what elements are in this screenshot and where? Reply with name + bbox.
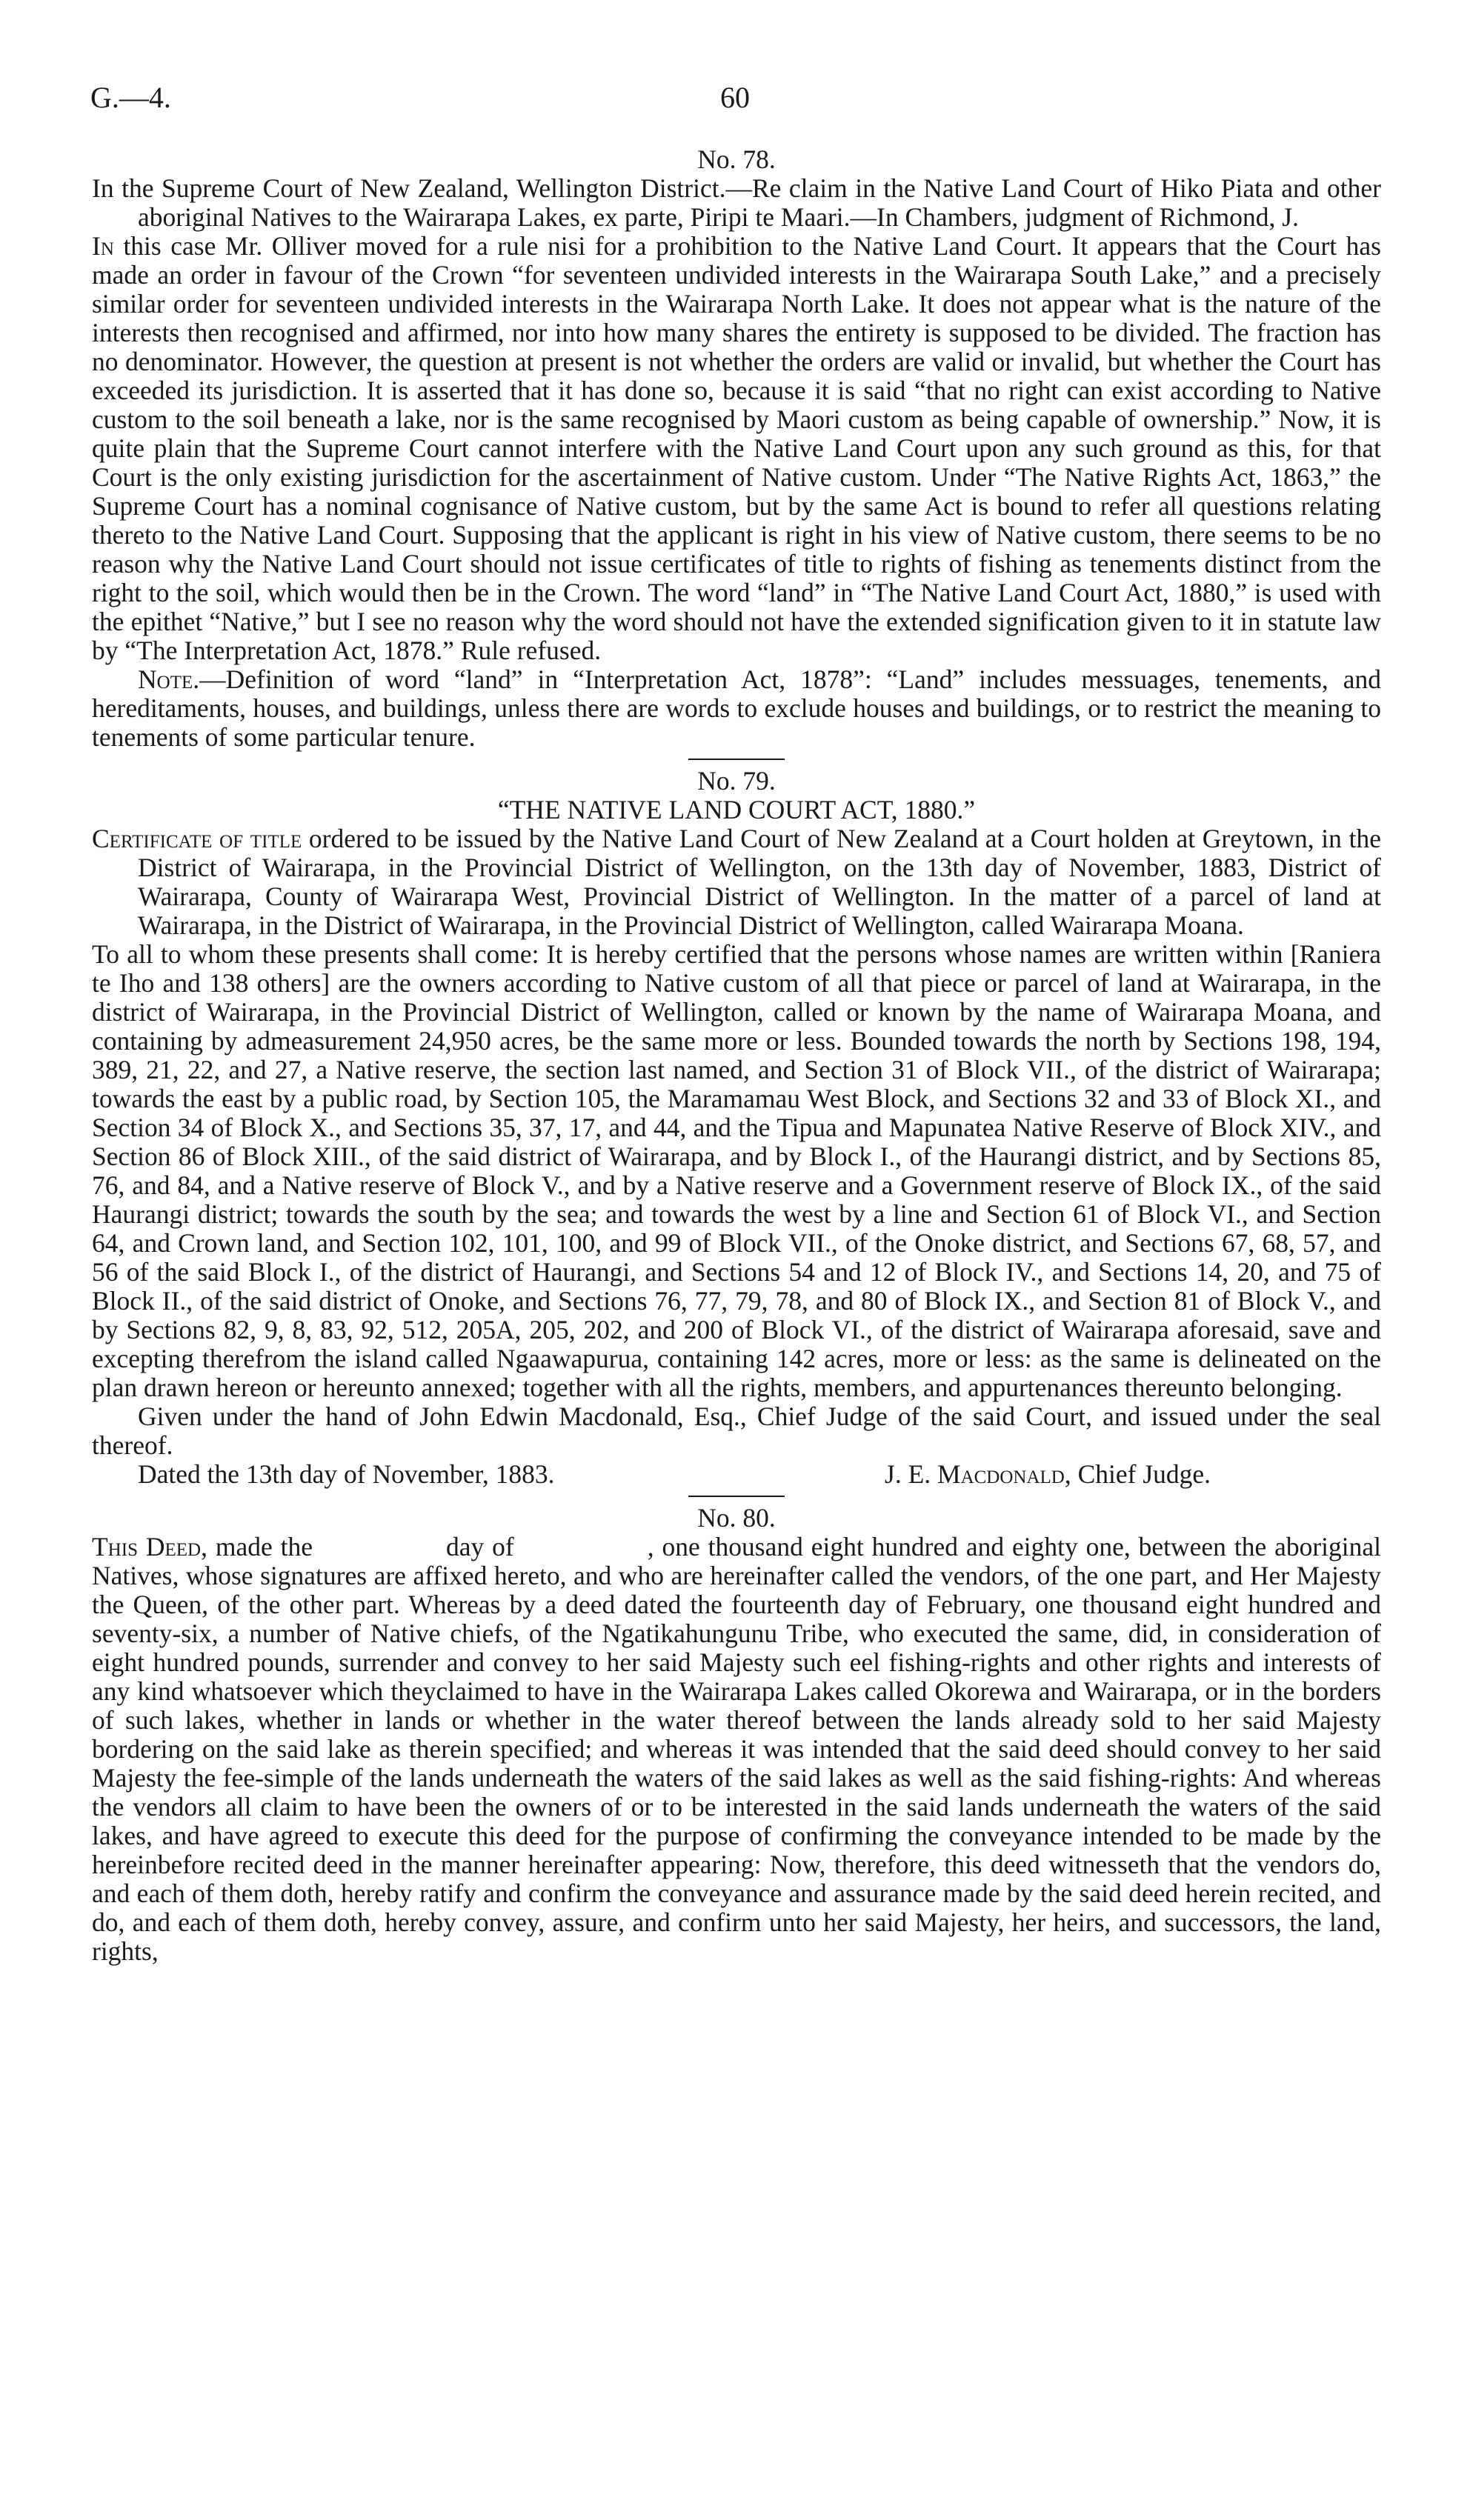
section-80-number: No. 80. [697, 1503, 776, 1533]
section-79-dated-line [92, 1460, 1381, 1489]
section-78-case-intro: In the Supreme Court of New Zealand, Wellington District.—Re claim in the Native Land Court of Hiko Piata and other aboriginal Natives to the Wairarapa Lakes, ex parte, Piripi te Maari.—In Chambers, judgment of Richmond, J. [92, 173, 1381, 232]
signatory-initials: J. E. [885, 1459, 931, 1489]
section-80-deed [92, 1533, 1381, 1966]
page-number: 60 [720, 81, 750, 114]
section-divider [688, 759, 785, 760]
section-78-judgment [92, 232, 1381, 665]
section-79-number: No. 79. [697, 766, 776, 796]
section-79-intro-text: ordered to be issued by the Native Land Court of New Zealand at a Court holden at Greytown, in the District of Wairarapa, in the Provincial District of Wellington, on the 13th day of November, 1883, District of Wairarapa, County of Wairarapa West, Provincial District of Wellington. In the matter of a parcel of land at Wairarapa, in the District of Wairarapa, in the Provincial District of Wellington, called Wairarapa Moana. [138, 824, 1381, 940]
document-reference: G.—4. [90, 81, 171, 114]
section-78-note-text: —Definition of word “land” in “Interpretation Act, 1878”: “Land” includes messuages, tenements, and hereditaments, houses, and buildings, unless there are words to exclude houses and buildings, or to restrict the meaning to tenements of some particular tenure. [92, 664, 1381, 752]
section-78-note-label: Note. [138, 664, 200, 694]
section-79-act-title: “THE NATIVE LAND COURT ACT, 1880.” [497, 795, 976, 824]
section-79-signature [885, 1460, 1211, 1489]
section-divider [688, 1496, 785, 1497]
section-80-lead-words: This Deed [92, 1532, 202, 1561]
section-79-given: Given under the hand of John Edwin Macdonald, Esq., Chief Judge of the said Court, and issued under the seal thereof. [92, 1401, 1381, 1460]
section-78-judgment-text: this case Mr. Olliver moved for a rule nisi for a prohibition to the Native Land Court. It appears that the Court has made an order in favour of the Crown “for seventeen undivided interests in the Wairarapa South Lake,” and a precisely similar order for seventeen undivided interests in the Wairarapa North Lake. It does not appear what is the nature of the interests then recognised and affirmed, nor into how many shares the entirety is supposed to be divided. The fraction has no denominator. However, the question at present is not whether the orders are valid or invalid, but whether the Court has exceeded its jurisdiction. It is asserted that it has done so, because it is said “that no right can exist according to Native custom to the soil beneath a lake, nor is the same recognised by Maori custom as being capable of ownership.” Now, it is quite plain that the Supreme Court cannot interfere with the Native Land Court upon any such ground as this, for that Court is the only existing jurisdiction for the ascertainment of Native custom. Under “The Native Rights Act, 1863,” the Supreme Court has a nominal cognisance of Native custom, but by the same Act is bound to refer all questions relating thereto to the Native Land Court. Supposing that the applicant is right in his view of Native custom, there seems to be no reason why the Native Land Court should not issue certificates of title to rights of fishing as tenements distinct from the right to the soil, which would then be in the Crown. The word “land” in “The Native Land Court Act, 1880,” is used with the epithet “Native,” but I see no reason why the word should not have the extended signification given to it in statute law by “The Interpretation Act, 1878.” Rule refused. [92, 231, 1382, 665]
section-79-body: To all to whom these presents shall come: It is hereby certified that the persons whose names are written within [Raniera te Iho and 138 others] are the owners according to Native custom of all that piece or parcel of land at Wairarapa, in the district of Wairarapa, in the Provincial District of Wellington, called or known by the name of Wairarapa Moana, and containing by admeasurement 24,950 acres, be the same more or less. Bounded towards the north by Sections 198, 194, 389, 21, 22, and 27, a Native reserve, the section last named, and Section 31 of Block VII., of the district of Wairarapa; towards the east by a public road, by Section 105, the Maramamau West Block, and Sections 32 and 33 of Block XI., and Section 34 of Block X., and Sections 35, 37, 17, and 44, and the Tipua and Mapunatea Native Reserve of Block XIV., and Section 86 of Block XIII., of the said district of Wairarapa, and by Block I., of the Haurangi district, and by Sections 85, 76, and 84, and a Native reserve of Block V., and by a Native reserve and a Government reserve of Block IX., of the said Haurangi district; towards the south by the sea; and towards the west by a line and Section 61 of Block VI., and Section 64, and Crown land, and Section 102, 101, 100, and 99 of Block VII., of the Onoke district, and Sections 67, 68, 57, and 56 of the said Block I., of the district of Haurangi, and Sections 54 and 12 of Block IV., and Sections 14, 20, and 75 of Block II., of the said district of Onoke, and Sections 76, 77, 79, 78, and 80 of Block IX., and Section 81 of Block V., and by Sections 82, 9, 8, 83, 92, 512, 205A, 205, 202, and 200 of Block VI., of the district of Wairarapa aforesaid, save and excepting therefrom the island called Ngaawapurua, containing 142 acres, more or less: as the same is delineated on the plan drawn hereon or hereunto annexed; together with all the rights, members, and appurtenances thereunto belonging. [92, 939, 1381, 1402]
signatory-title: , Chief Judge. [1064, 1459, 1211, 1489]
signatory-name: Macdonald [937, 1459, 1065, 1489]
page-body [92, 145, 1381, 1966]
section-78-lead-word: In [92, 231, 114, 261]
section-80-deed-start: , made the [201, 1532, 313, 1561]
section-80-deed-day: day of [446, 1532, 514, 1561]
section-78-note [92, 665, 1381, 752]
section-79-lead-words: Certificate of title [92, 824, 302, 853]
page-header [90, 80, 1380, 124]
section-79-dated: Dated the 13th day of November, 1883. [138, 1459, 555, 1489]
section-78-number: No. 78. [697, 144, 776, 174]
section-80-deed-body: , one thousand eight hundred and eighty one, between the aboriginal Natives, whose signatures are affixed hereto, and who are hereinafter called the vendors, of the one part, and Her Majesty the Queen, of the other part. Whereas by a deed dated the fourteenth day of February, one thousand eight hundred and seventy-six, a number of Native chiefs, of the Ngatikahungunu Tribe, who executed the same, did, in consideration of eight hundred pounds, surrender and convey to her said Majesty such eel fishing-rights and other rights and interests of any kind whatsoever which theyclaimed to have in the Wairarapa Lakes called Okorewa and Wairarapa, or in the borders of such lakes, whether in lands or whether in the water thereof between the lands already sold to her said Majesty bordering on the said lake as therein specified; and whereas it was intended that the said deed should convey to her said Majesty the fee-simple of the lands underneath the waters of the said lakes as well as the said fishing-rights: And whereas the vendors all claim to have been the owners of or to be interested in the said lands underneath the waters of the said lakes, and have agreed to execute this deed for the purpose of confirming the conveyance intended to be made by the hereinbefore recited deed in the manner hereinafter appearing: Now, therefore, this deed witnesseth that the vendors do, and each of them doth, hereby ratify and confirm the conveyance and assurance made by the said deed herein recited, and do, and each of them doth, hereby convey, assure, and confirm unto her said Majesty, her heirs, and successors, the land, rights, [92, 1532, 1382, 1966]
section-79-certificate-intro [92, 824, 1381, 940]
